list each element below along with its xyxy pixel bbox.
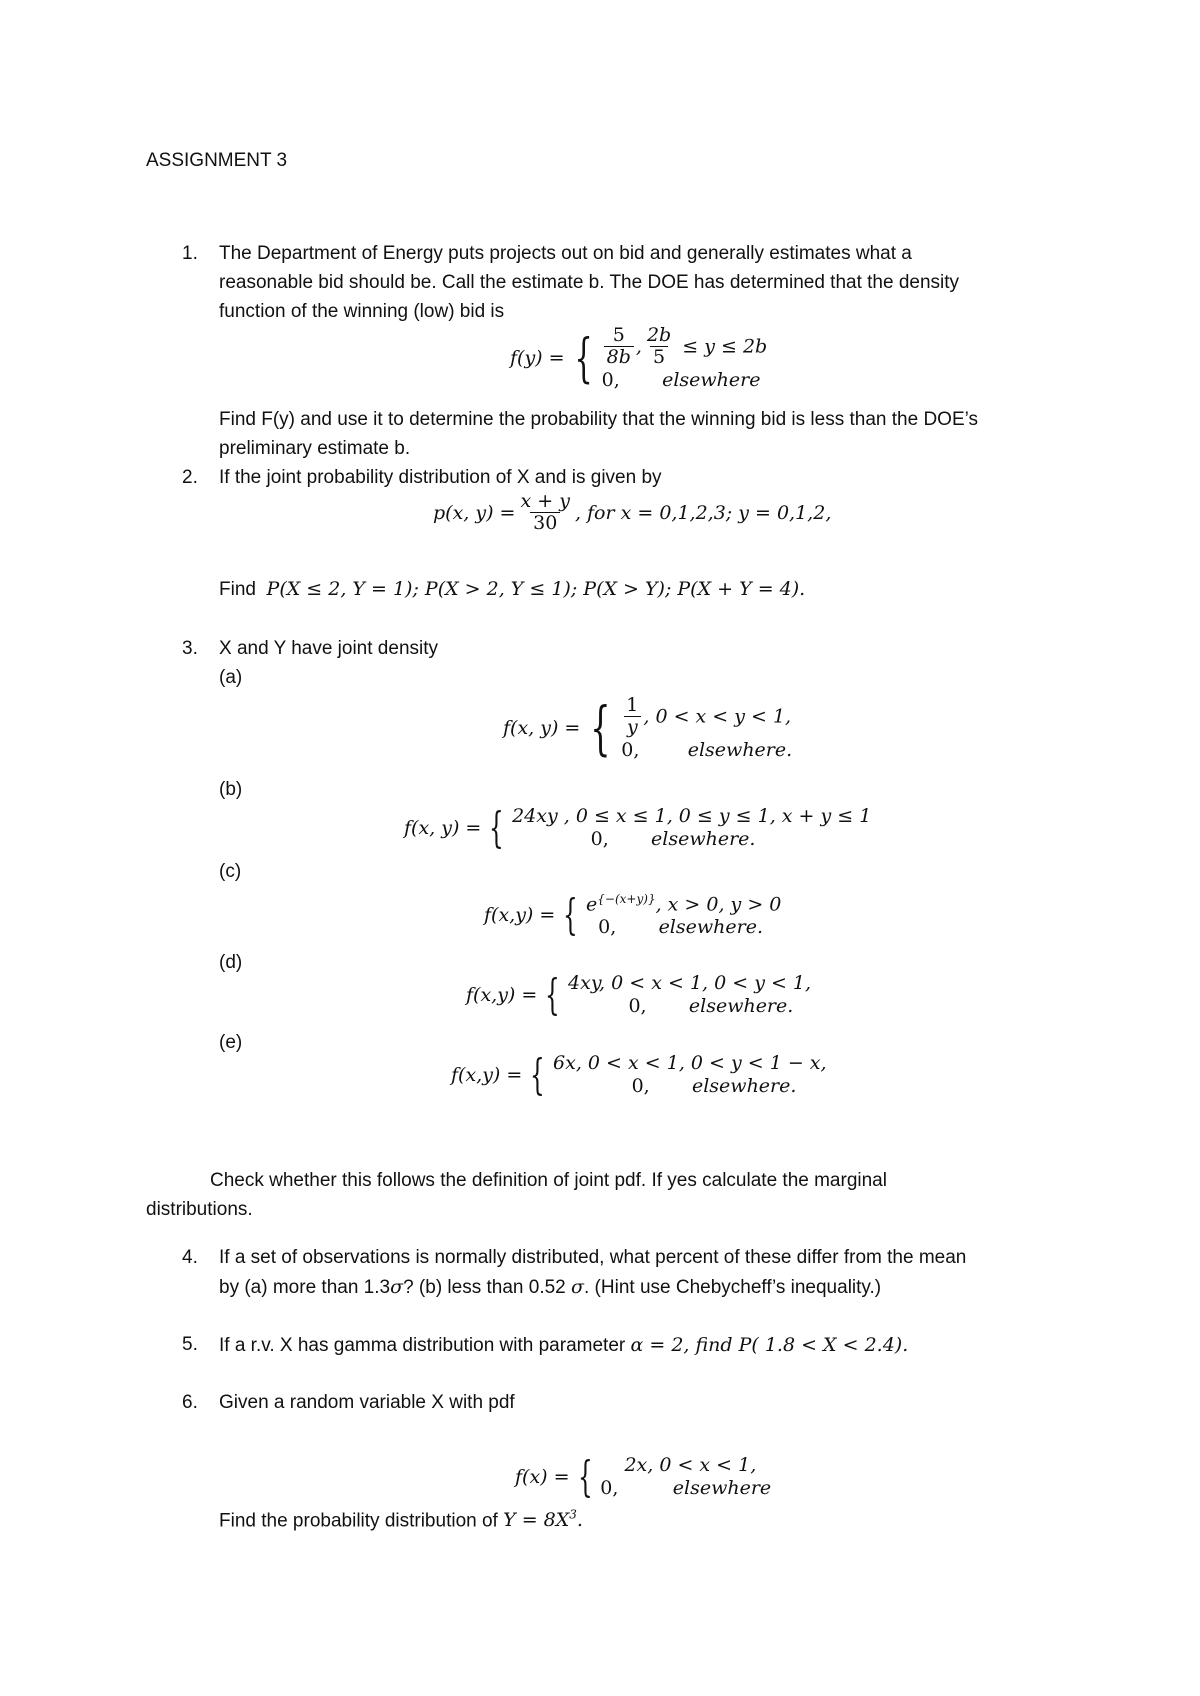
q1-line-3: function of the winning (low) bid is xyxy=(219,301,505,322)
q6-number: 6. xyxy=(182,1392,198,1413)
q4-number: 4. xyxy=(182,1247,198,1268)
q2-find-math: P(X ≤ 2, Y = 1); P(X > 2, Y ≤ 1); P(X > Y); P(X + Y = 4). xyxy=(266,578,806,600)
q3c-row2-condition: elsewhere. xyxy=(658,915,763,938)
q1-frac1-numerator: 5 xyxy=(612,324,625,346)
q6-find-text: Find the probability distribution of xyxy=(219,1510,498,1532)
q3c-label: (c) xyxy=(219,861,242,882)
q6-row2-value: 0, xyxy=(600,1477,619,1500)
q1-line-2: reasonable bid should be. Call the estimate b. The DOE has determined that the density xyxy=(219,272,960,293)
q1-number: 1. xyxy=(182,243,198,264)
q3a-lhs: f(x, y) = xyxy=(503,717,581,740)
q3e-row2-value: 0, xyxy=(631,1075,650,1098)
q2-number: 2. xyxy=(182,467,198,488)
q2-find-word: Find xyxy=(219,579,256,600)
q2-find-line xyxy=(219,578,805,602)
q3d-lhs: f(x,y) = xyxy=(466,983,538,1006)
q2-lhs: p(x, y) = xyxy=(433,501,516,524)
q5-number: 5. xyxy=(182,1334,198,1355)
q1-frac2-numerator: 2b xyxy=(646,324,672,346)
q6-row1: 2x, 0 < x < 1, xyxy=(624,1454,757,1477)
q3-number: 3. xyxy=(182,638,198,659)
q6-row2-condition: elsewhere xyxy=(672,1477,772,1500)
q3e-row2-condition: elsewhere. xyxy=(691,1075,797,1098)
q4-line-2 xyxy=(219,1276,881,1300)
q2-pmf-equation xyxy=(433,492,831,535)
q1-line-4: Find F(y) and use it to determine the probability that the winning bid is less than the DOE’s xyxy=(219,409,978,430)
q3b-row1: 24xy , 0 ≤ x ≤ 1, 0 ≤ y ≤ 1, x + y ≤ 1 xyxy=(512,805,872,828)
q3e-lhs: f(x,y) = xyxy=(451,1063,523,1086)
q4-line-2-part-b: ? (b) less than 0.52 xyxy=(403,1277,566,1298)
q6-line-1: Given a random variable X with pdf xyxy=(219,1392,515,1413)
left-brace: { xyxy=(489,803,505,852)
q3b-row2-value: 0, xyxy=(590,828,609,851)
q1-row2-value: 0, xyxy=(601,368,620,391)
q3c-lhs: f(x,y) = xyxy=(484,903,556,926)
q1-line-1: The Department of Energy puts projects out on bid and generally estimates what a xyxy=(219,243,912,264)
left-brace: { xyxy=(563,890,579,939)
left-brace: { xyxy=(577,1452,593,1501)
q4-line-2-part-c: . (Hint use Chebycheff’s inequality.) xyxy=(584,1277,882,1298)
q6-find-math xyxy=(503,1509,583,1531)
q1-frac1-denominator: 8b xyxy=(604,346,634,369)
document-title: ASSIGNMENT 3 xyxy=(146,150,288,171)
q2-numerator: x + y xyxy=(520,490,570,512)
q3c-row1: , x > 0, y > 0 xyxy=(655,893,782,916)
q3d-row2-value: 0, xyxy=(628,995,647,1018)
q3d-row2-condition: elsewhere. xyxy=(688,995,794,1018)
q3a-denominator: y xyxy=(624,716,641,739)
q3a-row2-condition: elsewhere. xyxy=(687,738,793,761)
q5-math: α = 2, find P( 1.8 < X < 2.4). xyxy=(630,1334,909,1356)
q3e-label: (e) xyxy=(219,1032,243,1053)
q1-row2-condition: elsewhere xyxy=(662,368,761,391)
q3-check-line-1: Check whether this follows the definition of joint pdf. If yes calculate the marginal xyxy=(210,1170,887,1191)
q3-line-1: X and Y have joint density xyxy=(219,638,439,659)
sigma-symbol: σ xyxy=(390,1276,404,1298)
q3d-equation xyxy=(466,970,811,1020)
q3b-row2-condition: elsewhere. xyxy=(651,828,756,851)
q1-density-equation: f(y) = { $\frac{5}{8b}$ , $\frac{2b}{5}$ ≤ y ≤ 2b 0, elsewhere xyxy=(510,324,768,391)
q3d-row1: 4xy, 0 < x < 1, 0 < y < 1, xyxy=(568,972,812,995)
q3-check-line-2: distributions. xyxy=(146,1199,253,1220)
q3b-label: (b) xyxy=(219,779,243,800)
q5-line xyxy=(219,1334,908,1358)
q4-line-1: If a set of observations is normally distributed, what percent of these differ from the mean xyxy=(219,1247,967,1268)
q3a-equation xyxy=(503,694,792,764)
q3e-equation xyxy=(451,1050,827,1100)
q6-find-math-base: Y = 8X xyxy=(503,1509,570,1532)
left-brace: { xyxy=(530,1050,546,1099)
q1-condition: ≤ y ≤ 2b xyxy=(682,335,768,358)
q6-lhs: f(x) = xyxy=(515,1465,570,1488)
left-brace: { xyxy=(545,970,561,1019)
q3a-numerator: 1 xyxy=(626,694,639,716)
q1-frac2-denominator: 5 xyxy=(650,346,668,369)
q1-line-5: preliminary estimate b. xyxy=(219,438,411,459)
sigma-symbol: σ xyxy=(571,1276,584,1298)
q3c-equation xyxy=(484,890,781,940)
left-brace: { xyxy=(574,328,593,389)
q3c-exponent: {−(x+y)} xyxy=(597,891,656,906)
q3d-label: (d) xyxy=(219,952,243,973)
q3b-lhs: f(x, y) = xyxy=(404,816,482,839)
q6-find-math-exponent: 3 xyxy=(569,1508,577,1522)
q3e-row1: 6x, 0 < x < 1, 0 < y < 1 − x, xyxy=(553,1052,827,1075)
q5-text: If a r.v. X has gamma distribution with parameter xyxy=(219,1335,626,1356)
q3b-equation xyxy=(404,803,871,853)
q2-rhs: , for x = 0,1,2,3; y = 0,1,2, xyxy=(574,501,832,524)
q6-find-math-end: . xyxy=(576,1509,583,1532)
q6-pdf-equation xyxy=(515,1452,771,1502)
q3a-condition: , 0 < x < y < 1, xyxy=(643,705,792,728)
q1-lhs: f(y) = xyxy=(510,347,565,370)
q2-line-1: If the joint probability distribution of X and is given by xyxy=(219,467,662,488)
q4-line-2-part-a: by (a) more than 1.3 xyxy=(219,1277,391,1298)
q3c-base: e xyxy=(586,893,598,916)
q3c-row2-value: 0, xyxy=(598,915,617,938)
q2-denominator: 30 xyxy=(530,512,560,535)
q3a-row2-value: 0, xyxy=(621,738,640,761)
q3a-label: (a) xyxy=(219,667,243,688)
q6-find-line xyxy=(219,1508,583,1533)
left-brace: { xyxy=(590,694,611,762)
